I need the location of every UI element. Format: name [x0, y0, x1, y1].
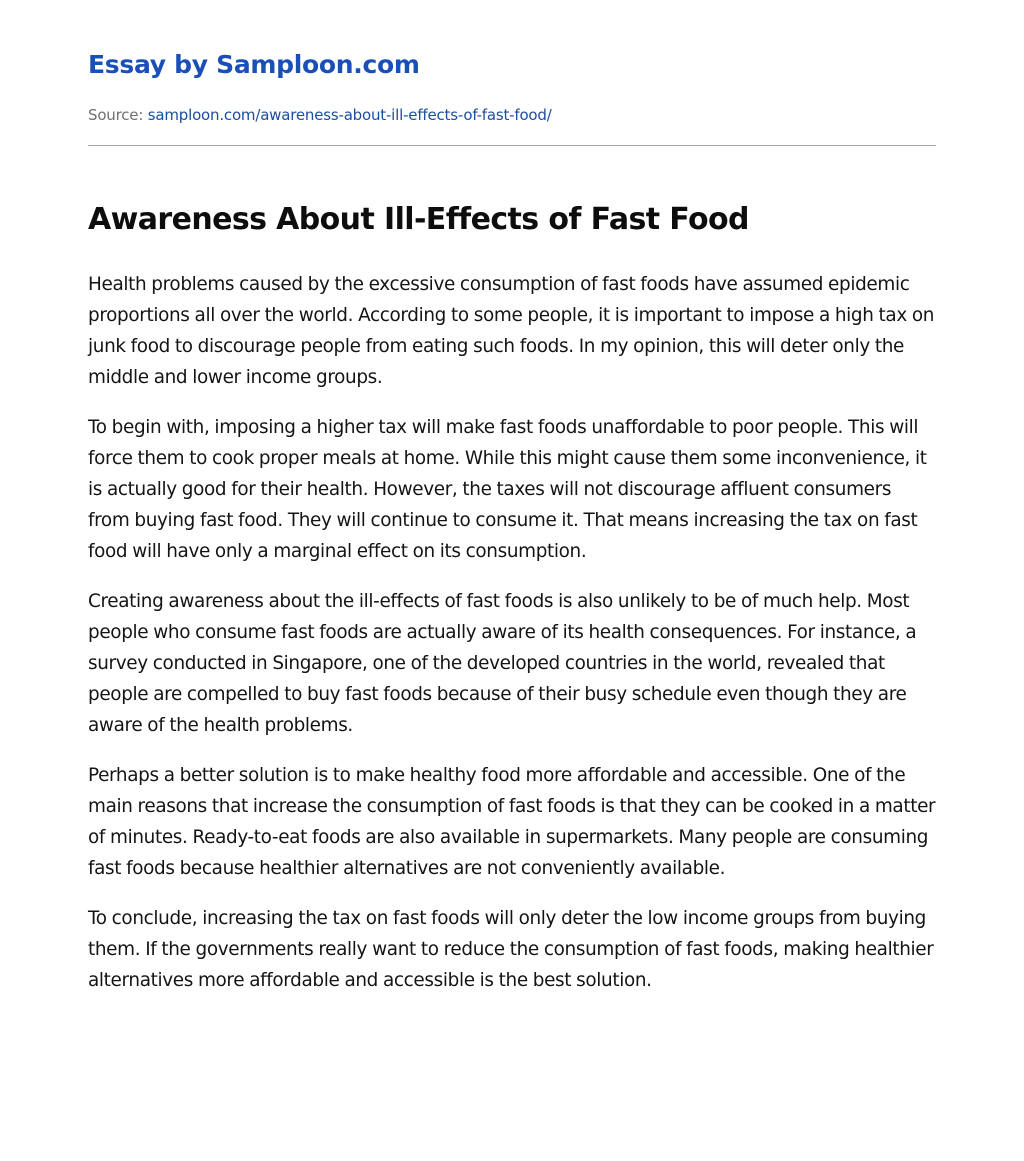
header-divider	[88, 145, 936, 146]
paragraph: Creating awareness about the ill-effects of fast foods is also unlikely to be of much help. Most people who consume fast foods are actually aware of its health consequences. For instance, a survey conducted in Singapore, one of the developed countries in the world, revealed that people are compelled to buy fast foods because of their busy schedule even though they are aware of the health problems.	[88, 591, 917, 736]
paragraph: To conclude, increasing the tax on fast foods will only deter the low income groups from buying them. If the governments really want to reduce the consumption of fast foods, making healthier alternatives more affordable and accessible is the best solution.	[88, 908, 934, 991]
paragraph: Health problems caused by the excessive consumption of fast foods have assumed epidemic proportions all over the world. According to some people, it is important to impose a high tax on junk food to discourage people from eating such foods. In my opinion, this will deter only the middle and lower income groups.	[88, 274, 935, 388]
paragraph: Perhaps a better solution is to make healthy food more affordable and accessible. One of the main reasons that increase the consumption of fast foods is that they can be cooked in a matter of minutes. Ready-to-eat foods are also available in supermarkets. Many people are consuming fast foods because healthier alternatives are not conveniently available.	[88, 765, 936, 879]
essay-title: Awareness About Ill-Effects of Fast Food	[88, 202, 749, 237]
paragraph: To begin with, imposing a higher tax will make fast foods unaffordable to poor people. This will force them to cook proper meals at home. While this might cause them some inconvenience, it is actually good for their health. However, the taxes will not discourage affluent consumers from buying fast food. They will continue to consume it. That means increasing the tax on fast food will have only a marginal effect on its consumption.	[88, 417, 927, 562]
source-link[interactable]: samploon.com/awareness-about-ill-effects-of-fast-food/	[147, 106, 552, 124]
source-label: Source:	[88, 106, 144, 124]
site-brand-title: Essay by Samploon.com	[88, 50, 420, 79]
source-line	[88, 106, 552, 124]
essay-body	[88, 269, 936, 1015]
